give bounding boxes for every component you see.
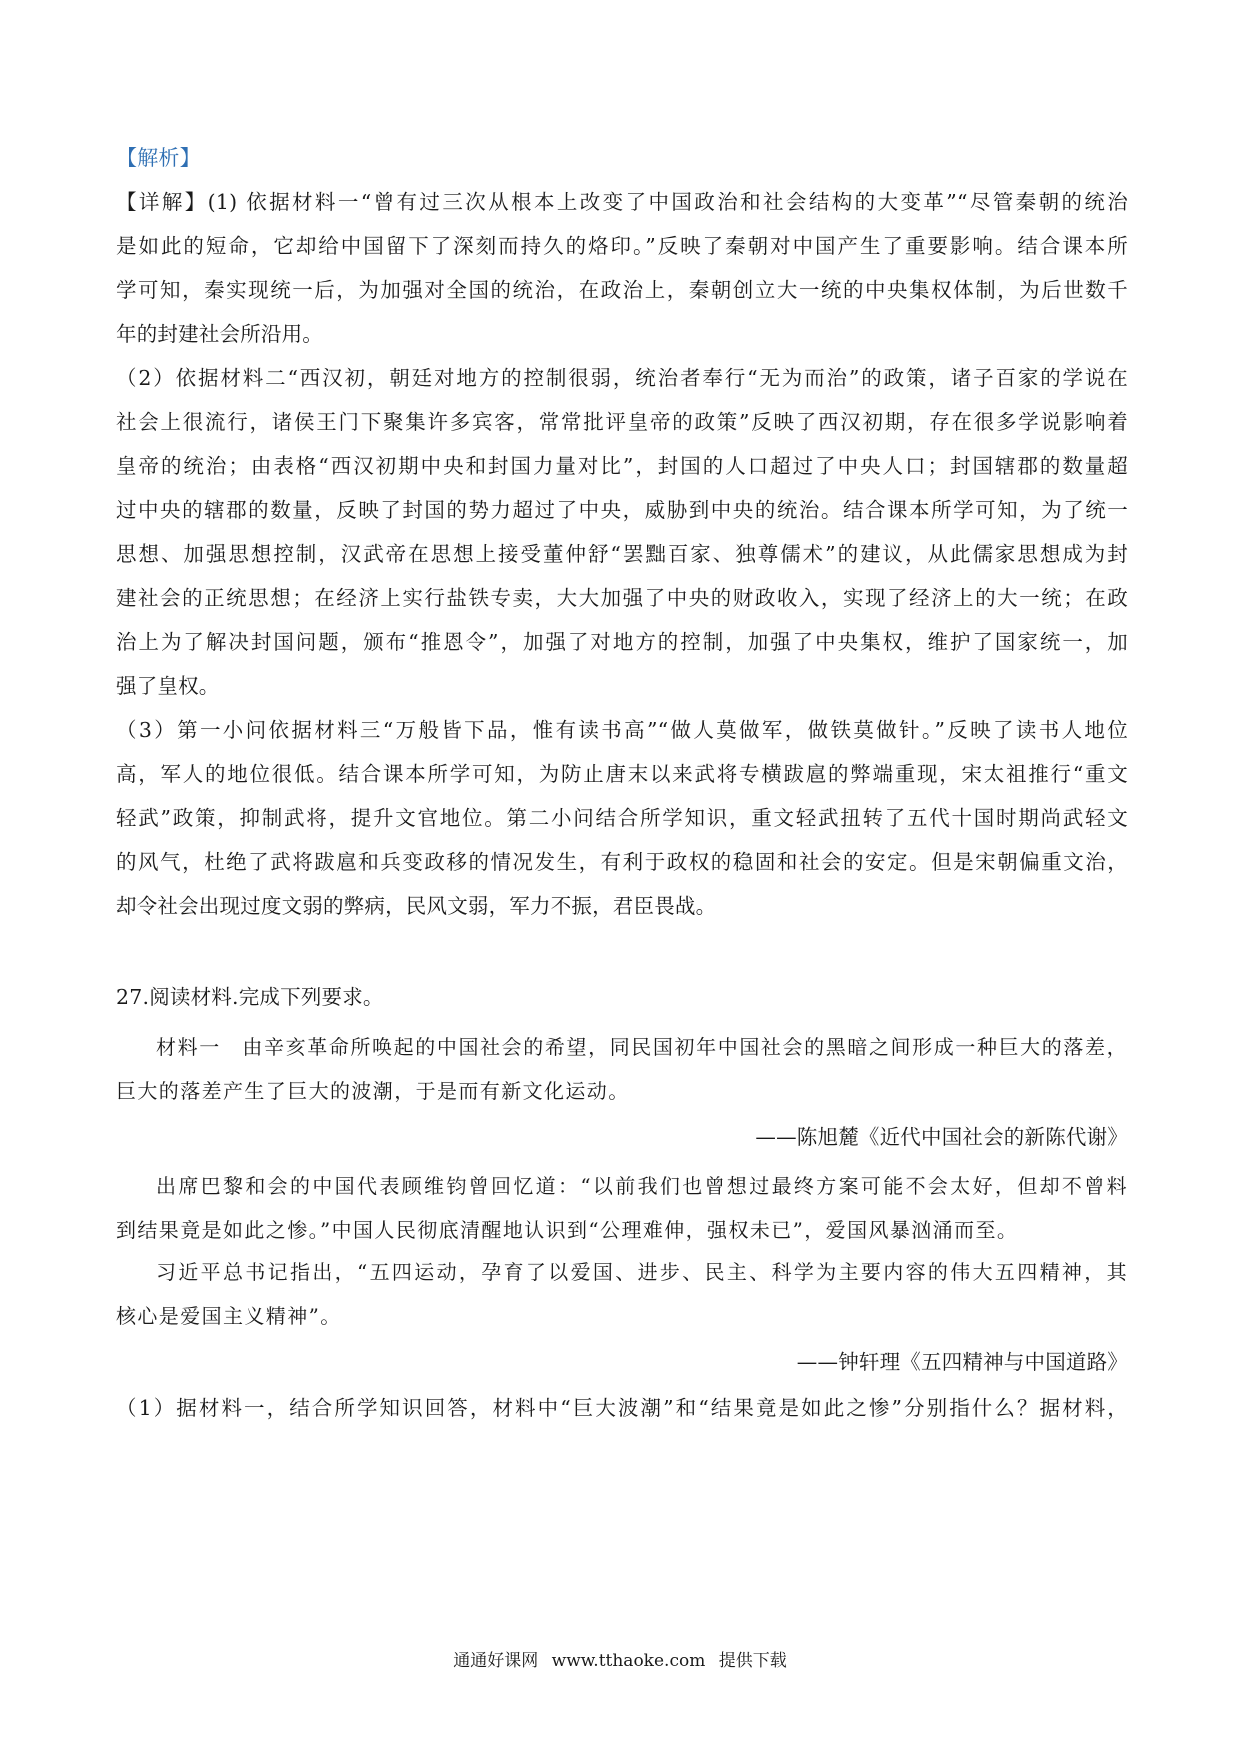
text-line: 出席巴黎和会的中国代表顾维钧曾回忆道：“以前我们也曾想过最终方案可能不会太好，但却不曾料 <box>156 1174 1128 1198</box>
text-line: 【详解】(1) 依据材料一“曾有过三次从根本上改变了中国政治和社会结构的大变革”“尽管秦朝的统治 <box>116 190 1128 214</box>
text-line: 高，军人的地位很低。结合课本所学可知，为防止唐末以来武将专横跋扈的弊端重现，宋太祖推行“重文 <box>116 762 1128 786</box>
text-line: 社会上很流行，诸侯王门下聚集许多宾客，常常批评皇帝的政策”反映了西汉初期，存在很多学说影响着 <box>116 410 1128 434</box>
text-line: 到结果竟是如此之惨。”中国人民彻底清醒地认识到“公理难伸，强权未已”，爱国风暴汹涌而至。 <box>116 1218 1019 1242</box>
analysis-part-3 <box>116 708 1128 928</box>
source-citation: ——钟轩理《五四精神与中国道路》 <box>796 1350 1128 1374</box>
text-line: （3）第一小问依据材料三“万般皆下品，惟有读书高”“做人莫做军，做铁莫做针。”反映了读书人地位 <box>116 718 1128 742</box>
footer-suffix: 提供下载 <box>718 1651 787 1671</box>
material-1 <box>116 1025 1128 1113</box>
text-line: 是如此的短命，它却给中国留下了深刻而持久的烙印。”反映了秦朝对中国产生了重要影响。结合课本所 <box>116 234 1128 258</box>
text-line: 轻武”政策，抑制武将，提升文官地位。第二小问结合所学知识，重文轻武扭转了五代十国时期尚武轻文 <box>116 806 1128 830</box>
footer-url: www.tthaoke.com <box>551 1651 706 1671</box>
text-line: 核心是爱国主义精神”。 <box>116 1304 342 1328</box>
footer-site-name: 通通好课网 <box>453 1651 539 1671</box>
analysis-tag: 【解析】 <box>116 146 201 170</box>
material-paragraph-3 <box>116 1250 1128 1338</box>
text-line: 的风气，杜绝了武将跋扈和兵变政移的情况发生，有利于政权的稳固和社会的安定。但是宋朝偏重文治， <box>116 850 1128 874</box>
source-1-block <box>116 1115 1128 1159</box>
source-2-block <box>116 1340 1128 1384</box>
text-line: 习近平总书记指出，“五四运动，孕育了以爱国、进步、民主、科学为主要内容的伟大五四精神，其 <box>156 1260 1128 1284</box>
question-title: 27.阅读材料.完成下列要求。 <box>116 985 384 1009</box>
text-line: 年的封建社会所沿用。 <box>116 322 323 346</box>
text-line: 材料一 由辛亥革命所唤起的中国社会的希望，同民国初年中国社会的黑暗之间形成一种巨大的落差， <box>156 1035 1128 1059</box>
text-line: 过中央的辖郡的数量，反映了封国的势力超过了中央，威胁到中央的统治。结合课本所学可知，为了统一 <box>116 498 1128 522</box>
text-line: 思想、加强思想控制，汉武帝在思想上接受董仲舒“罢黜百家、独尊儒术”的建议，从此儒家思想成为封 <box>116 542 1128 566</box>
text-line: 却令社会出现过度文弱的弊病，民风文弱，军力不振，君臣畏战。 <box>116 894 717 918</box>
text-line: 皇帝的统治；由表格“西汉初期中央和封国力量对比”，封国的人口超过了中央人口；封国辖郡的数量超 <box>116 454 1128 478</box>
material-paragraph-2 <box>116 1164 1128 1252</box>
source-citation: ——陈旭麓《近代中国社会的新陈代谢》 <box>755 1125 1128 1149</box>
text-line: 强了皇权。 <box>116 674 220 698</box>
question-27-title-block <box>116 975 1128 1019</box>
text-line: 治上为了解决封国问题，颁布“推恩令”，加强了对地方的控制，加强了中央集权，维护了国家统一，加 <box>116 630 1128 654</box>
text-line: 建社会的正统思想；在经济上实行盐铁专卖，大大加强了中央的财政收入，实现了经济上的大一统；在政 <box>116 586 1128 610</box>
page-footer <box>0 1646 1240 1671</box>
analysis-part-2 <box>116 356 1128 708</box>
text-line: 学可知，秦实现统一后，为加强对全国的统治，在政治上，秦朝创立大一统的中央集权体制，为后世数千 <box>116 278 1128 302</box>
text-line: （2）依据材料二“西汉初，朝廷对地方的控制很弱，统治者奉行“无为而治”的政策，诸子百家的学说在 <box>116 366 1128 390</box>
text-line: 巨大的落差产生了巨大的波潮，于是而有新文化运动。 <box>116 1079 630 1103</box>
text-line: （1）据材料一，结合所学知识回答，材料中“巨大波潮”和“结果竟是如此之惨”分别指什么？据材料， <box>116 1396 1128 1420</box>
analysis-part-1 <box>116 180 1128 356</box>
sub-question-1 <box>116 1386 1128 1430</box>
analysis-header <box>116 136 1128 180</box>
